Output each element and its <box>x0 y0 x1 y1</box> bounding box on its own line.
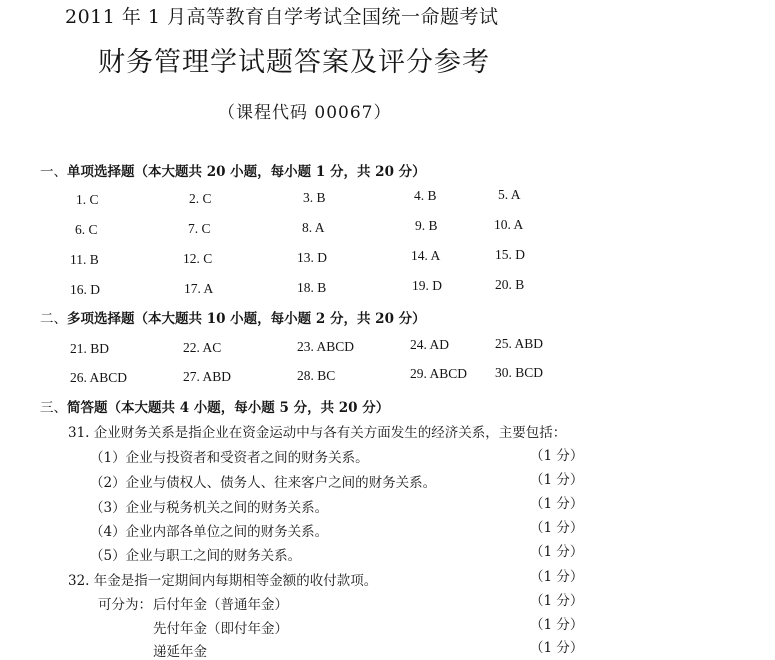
answer-13: 13. D <box>297 250 327 265</box>
q31-item-4-score: （1 分） <box>530 520 584 536</box>
answer-24: 24. AD <box>410 337 450 352</box>
q31-item-1-score: （1 分） <box>530 448 584 464</box>
q31-item-5: （5）企业与职工之间的财务关系。 <box>90 548 302 564</box>
answer-30: 30. BCD <box>495 365 544 380</box>
answer-17: 17. A <box>184 281 214 296</box>
course-code: （课程代码 00067） <box>218 103 392 123</box>
answer-23: 23. ABCD <box>297 339 355 354</box>
answer-2: 2. C <box>189 191 212 206</box>
answer-8: 8. A <box>302 220 325 235</box>
section-3-name: 简答题 <box>67 400 108 416</box>
answer-29: 29. ABCD <box>410 366 468 381</box>
q31-item-2: （2）企业与债权人、债务人、往来客户之间的财务关系。 <box>90 475 437 491</box>
q31-item-3: （3）企业与税务机关之间的财务关系。 <box>90 500 329 516</box>
page-title: 财务管理学试题答案及评分参考 <box>98 47 490 78</box>
answer-3: 3. B <box>303 190 326 205</box>
section-3-note: （本大题共 4 小题，每小题 5 分，共 20 分） <box>107 400 390 416</box>
answer-10: 10. A <box>494 217 524 232</box>
question-32-score: （1 分） <box>530 569 584 585</box>
question-31-text: 31. 企业财务关系是指企业在资金运动中与各有关方面发生的经济关系，主要包括： <box>68 425 567 441</box>
answer-5: 5. A <box>498 187 521 202</box>
answer-7: 7. C <box>188 221 211 236</box>
q31-item-2-score: （1 分） <box>530 472 584 488</box>
question-32-text: 32. 年金是指一定期间内每期相等金额的收付款项。 <box>68 573 378 589</box>
answer-25: 25. ABD <box>495 336 544 351</box>
q31-item-5-score: （1 分） <box>530 544 584 560</box>
q31-item-4: （4）企业内部各单位之间的财务关系。 <box>90 524 329 540</box>
section-1-note: （本大题共 20 小题，每小题 1 分，共 20 分） <box>134 164 426 180</box>
q32-split-label: 可分为： <box>98 597 152 613</box>
section-2-note: （本大题共 10 小题，每小题 2 分，共 20 分） <box>134 311 426 327</box>
section-1-title <box>40 160 426 180</box>
answer-12: 12. C <box>183 251 213 266</box>
q32-item-3: 递延年金 <box>153 644 207 660</box>
answer-16: 16. D <box>70 282 100 297</box>
answer-14: 14. A <box>411 248 441 263</box>
section-1-name: 单项选择题 <box>67 164 135 180</box>
answer-6: 6. C <box>75 222 98 237</box>
answer-19: 19. D <box>412 278 442 293</box>
answer-27: 27. ABD <box>183 369 232 384</box>
answer-15: 15. D <box>495 247 525 262</box>
answer-22: 22. AC <box>183 340 222 355</box>
answer-26: 26. ABCD <box>70 370 128 385</box>
section-2-prefix: 二、 <box>40 311 67 327</box>
section-3-title <box>40 396 389 416</box>
q32-item-2: 先付年金（即付年金） <box>153 621 288 637</box>
answer-4: 4. B <box>414 188 437 203</box>
answer-11: 11. B <box>70 252 99 267</box>
q32-item-1: 后付年金（普通年金） <box>153 597 288 613</box>
q31-item-1: （1）企业与投资者和受资者之间的财务关系。 <box>90 450 369 466</box>
q32-item-2-score: （1 分） <box>530 617 584 633</box>
answer-28: 28. BC <box>297 368 336 383</box>
answer-21: 21. BD <box>70 341 110 356</box>
answer-18: 18. B <box>297 280 327 295</box>
exam-header-line: 2011 年 1 月高等教育自学考试全国统一命题考试 <box>65 6 499 28</box>
answer-9: 9. B <box>415 218 438 233</box>
q32-item-3-score: （1 分） <box>530 640 584 656</box>
section-2-title <box>40 307 426 327</box>
q31-item-3-score: （1 分） <box>530 496 584 512</box>
section-2-name: 多项选择题 <box>67 311 135 327</box>
q32-item-1-score: （1 分） <box>530 593 584 609</box>
answer-1: 1. C <box>76 192 99 207</box>
section-1-prefix: 一、 <box>40 164 67 180</box>
answer-20: 20. B <box>495 277 525 292</box>
section-3-prefix: 三、 <box>40 400 67 416</box>
